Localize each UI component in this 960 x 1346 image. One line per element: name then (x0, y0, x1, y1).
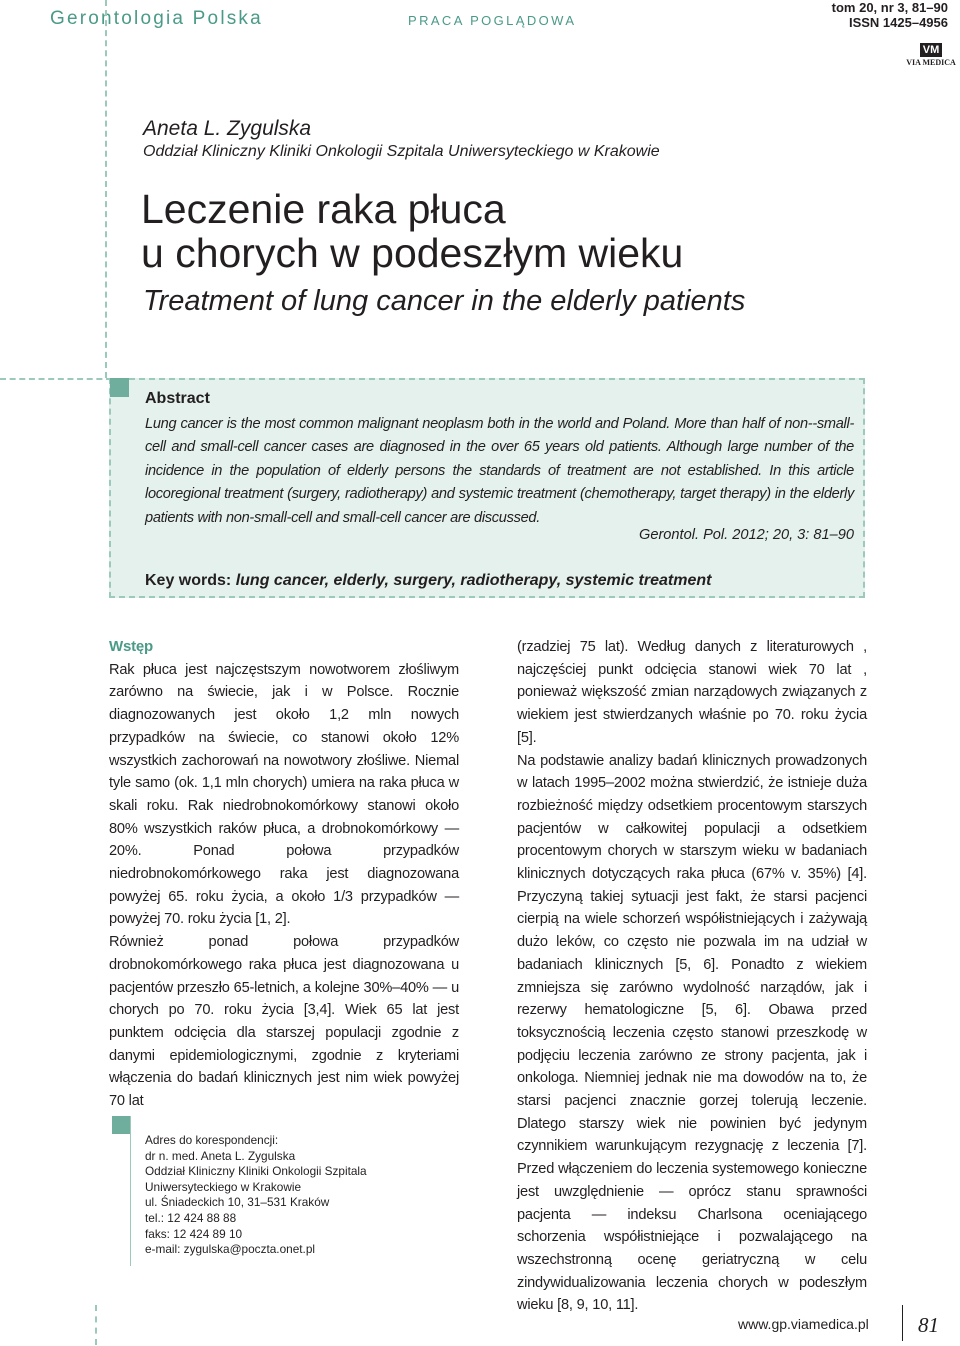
correspondence-address (145, 1133, 367, 1258)
issue-issn: ISSN 1425–4956 (848, 15, 948, 30)
keywords-terms: lung cancer, elderly, surgery, radiotherapy, systemic treatment (235, 572, 712, 589)
dashed-guide-vertical (105, 0, 107, 378)
correspondence-email: e-mail: zygulska@poczta.onet.pl (145, 1242, 316, 1257)
body-column-left (109, 636, 459, 1113)
body-paragraph: Również ponad połowa przypadków drobnokomórkowego raka płuca jest diagnozowana u pacjentów przeszło 65-letnich, a kolejne 30%–40% — u chorych po 70. roku życia [3,4]. Wiek 65 lat jest punktem odcięcia dla starszej populacji zgodnie z danymi epidemiologicznymi, zgodnie z kryteriami włączenia do badań klinicznych jest nim wiek powyżej 70 lat (109, 934, 459, 1110)
correspondence-line: Adres do korespondencji: (145, 1133, 279, 1147)
section-heading-intro: Wstęp (109, 638, 154, 655)
abstract-marker (110, 378, 129, 397)
footer-url[interactable]: www.gp.viamedica.pl (738, 1316, 869, 1332)
body-paragraph: (rzadziej 75 lat). Według danych z literaturowych , najczęściej punkt odcięcia stanowi wiek 70 lat , ponieważ większość zmian narządowych związanych z wiekiem jest stwierdzanych właśnie po 70. roku życia [5]. (517, 639, 867, 746)
author-affiliation: Oddział Kliniczny Kliniki Onkologii Szpitala Uniwersyteckiego w Krakowie (143, 143, 660, 160)
journal-name: Gerontologia Polska (50, 8, 263, 29)
issue-info (832, 0, 948, 30)
body-paragraph: Rak płuca jest najczęstszym nowotworem złośliwym zarówno na świecie, jak i w Polsce. Rocznie diagnozowanych jest około 1,2 mln nowych przypadków na świecie, co stanowi około 12% wszystkich zachorowań na nowotwory złośliwe. Niemal tyle samo (ok. 1,1 mln chorych) umiera na raka płuca w skali roku. Rak niedrobnokomórkowy stanowi około 80% wszystkich raków płuca, a drobnokomórkowy — 20%. Ponad połowa przypadków niedrobnokomórkowego raka jest diagnozowana powyżej 65. roku życia, a około 1/3 przypadków — powyżej 70. roku życia [1, 2]. (109, 661, 459, 928)
correspondence-line: tel.: 12 424 88 88 (145, 1210, 237, 1225)
body-column-right (517, 636, 867, 1317)
publisher-logo (906, 40, 956, 67)
correspondence-line: faks: 12 424 89 10 (145, 1226, 243, 1241)
dashed-guide-footer (95, 1305, 97, 1345)
page-number: 81 (918, 1313, 939, 1337)
issue-volume: tom 20, nr 3, 81–90 (831, 0, 948, 15)
correspondence-marker (112, 1116, 130, 1134)
dashed-guide-horizontal (0, 378, 112, 380)
section-label: PRACA POGLĄDOWA (408, 13, 577, 28)
title-line-1: Leczenie raka płuca (141, 186, 506, 232)
correspondence-line: Oddział Kliniczny Kliniki Onkologii Szpitala (145, 1164, 367, 1179)
correspondence-rule (130, 1116, 131, 1266)
logo-text: VIA MEDICA (906, 58, 956, 67)
author-name: Aneta L. Zygulska (143, 117, 312, 140)
footer-separator (902, 1305, 903, 1341)
keywords-label: Key words: (145, 572, 232, 589)
abstract-heading: Abstract (145, 390, 210, 407)
article-title (141, 187, 683, 275)
correspondence-line: dr n. med. Aneta L. Zygulska (145, 1148, 296, 1163)
correspondence-line: ul. Śniadeckich 10, 31–531 Kraków (145, 1195, 330, 1210)
keywords (145, 572, 711, 590)
correspondence-line: Uniwersyteckiego w Krakowie (145, 1179, 302, 1194)
abstract-text: Lung cancer is the most common malignant neoplasm both in the world and Poland. More than half of non--small-cell and small-cell cancer cases are diagnosed in the over 65 years old patients. Although large number of the incidence in the population of elderly persons the standards of treatment are not established. In this article locoregional treatment (surgery, radiotherapy) and systemic treatment (chemotherapy, target therapy) in the elderly patients with non-small-cell and small-cell cancer are discussed. (145, 416, 854, 526)
logo-mark: VM (920, 43, 943, 57)
abstract-citation: Gerontol. Pol. 2012; 20, 3: 81–90 (638, 527, 854, 543)
title-line-2: u chorych w podeszłym wieku (141, 230, 684, 276)
article-title-english: Treatment of lung cancer in the elderly patients (143, 285, 746, 317)
body-paragraph: Na podstawie analizy badań klinicznych prowadzonych w latach 1995–2002 można stwierdzić, że istnieje duża rozbieżność między odsetkiem procentowym starszych pacjentów w całkowitej populacji a odsetkiem procentowym chorych w starszym wieku w badaniach klinicznych dotyczących raka płuca (67% v. 35%) [4]. Przyczyną takiej sytuacji jest fakt, że starsi pacjenci cierpią na wiele schorzeń współistniejących i zażywają dużo leków, co często nie pozwala im na udział w badaniach klinicznych [5, 6]. Ponadto z wiekiem zmniejsza się zarówno wydolność narządów, jak i rezerwy hematologiczne [5, 6]. Obawa przed toksycznością leczenia często stanowi przeszkodę w podjęciu leczenia zarówno ze strony pacjenta, jak i onkologa. Niemniej jednak nie ma dowodów na to, że starsi pacjenci znacznie gorzej tolerują leczenie. Dlatego starszy wiek nie powinien być jedynym czynnikiem warunkującym rezygnację z leczenia [7]. Przed włączeniem do leczenia systemowego konieczne jest uwzględnienie — oprócz stanu sprawności pacjenta — indeksu Charlsona oceniającego schorzenia współistniejące i pozwalającego na wszechstronną ocenę geriatryczną w celu zindywidualizowania leczenia chorych w podeszłym wieku [8, 9, 10, 11]. (517, 752, 867, 1314)
